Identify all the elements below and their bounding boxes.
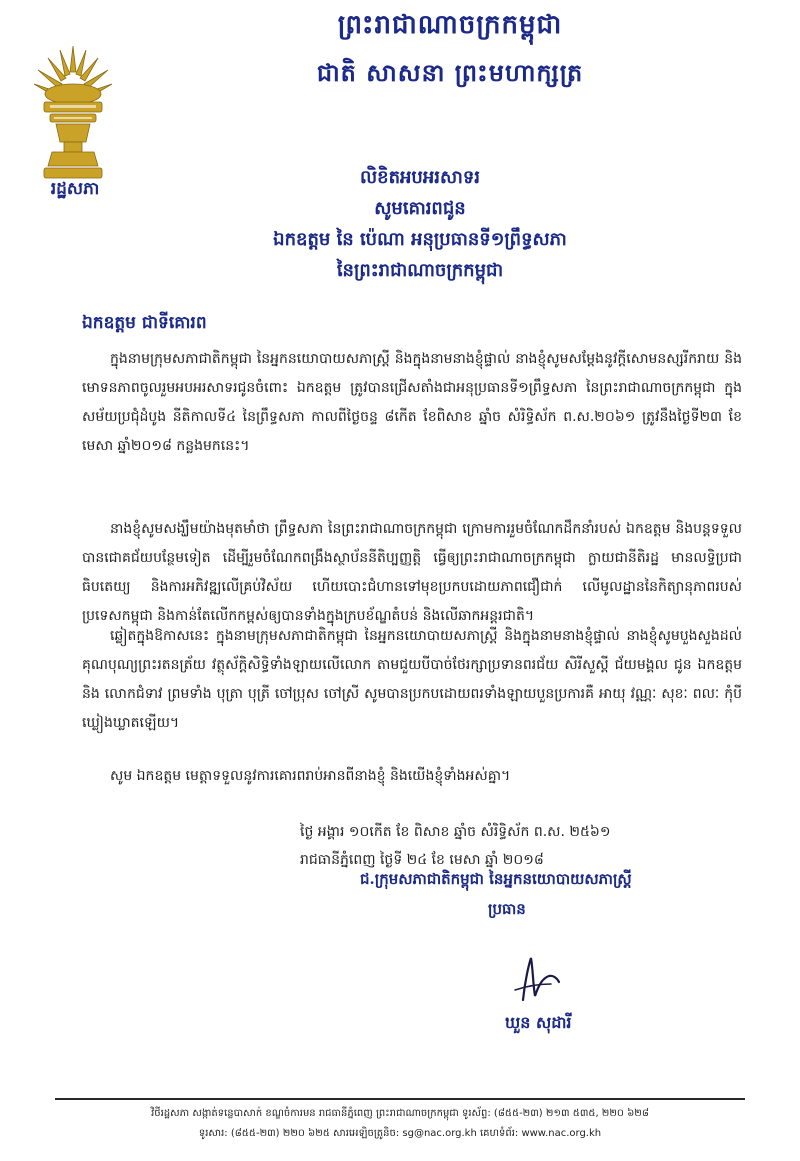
paragraph-hope: នាងខ្ញុំសូមសង្ឃឹមយ៉ាងមុតមាំថា ព្រឹទ្ធសភា នៃព្រះរាជាណាចក្រកម្ពុជា ក្រោមការរួមចំណែកដឹកនាំរបស់ ឯកឧត្តម និងបន្តទទួលបានជោគជ័យបន្ថែមទៀត ដើម្បីរួមចំណែកពង្រឹងស្ថាប័ននីតិប្បញ្ញត្តិ ធ្វើឲ្យព្រះរាជាណាចក្រកម្ពុជា ក្លាយជានីតិរដ្ឋ មានលទ្ធិប្រជាធិបតេយ្យ និងការអភិវឌ្ឍលើគ្រប់វិស័យ ហើយបោះជំហានទៅមុខប្រកបដោយភាពជឿជាក់ លើមូលដ្ឋាននៃកិត្យានុភាពរបស់ប្រទេសកម្ពុជា និងកាន់តែលើកកម្ពស់ឲ្យបានទាំងក្នុងក្របខ័ណ្ឌតំបន់ និងលើឆាកអន្តរជាតិ។: [82, 521, 742, 624]
organization-name: ជ.ក្រុមសភាជាតិកម្ពុជា នៃអ្នកនយោបាយសភាស្ត្រី: [360, 870, 632, 888]
footer-divider: [55, 1098, 745, 1100]
letter-title: លិខិតអបអរសាទរ: [360, 167, 480, 188]
handwritten-signature: [505, 950, 565, 1010]
paragraph-closing: សូម ឯកឧត្តម មេត្តាទទួលនូវការគោរពរាប់អានពីនាងខ្ញុំ និងយើងខ្ញុំទាំងអស់គ្នា។: [110, 768, 511, 784]
letter-title-block: [180, 162, 660, 286]
lunar-date: ថ្ងៃ អង្គារ ១០កើត ខែ ពិសាខ ឆ្នាំច សំរិទ្ធិស័ក ព.ស. ២៥៦១: [300, 824, 611, 840]
letter-recipient-intro: សូមគោរពជូន: [374, 198, 466, 219]
senate-emblem-icon: [30, 42, 116, 182]
footer-address: វិថីរដ្ឋសភា សង្កាត់ទន្លេបាសាក់ ខណ្ឌចំការមន រាជធានីភ្នំពេញ ព្រះរាជាណាចក្រកម្ពុជា ទូរស័ព្ទ: (៨៥៥-២៣) ២១៣ ៥៣៥, ២២០ ៦២៨: [151, 1108, 649, 1119]
paragraph-blessing: ឆ្លៀតក្នុងឱកាសនេះ ក្នុងនាមក្រុមសភាជាតិកម្ពុជា នៃអ្នកនយោបាយសភាស្ត្រី និងក្នុងនាមនាងខ្ញុំផ្ទាល់ នាងខ្ញុំសូមបួងសួងដល់គុណបុណ្យព្រះរតនត្រ័យ វត្ថុស័ក្តិសិទ្ធិទាំងឡាយលើលោក តាមជួយបីបាច់ថែរក្សាប្រទានពរជ័យ សិរីសួស្តី ជ័យមង្គល ជូន ឯកឧត្តម និង លោកជំទាវ ព្រមទាំង បុត្រា បុត្រី ចៅប្រុស ចៅស្រី សូមបានប្រកបដោយពរទាំងឡាយបួនប្រការគឺ អាយុ វណ្ណៈ សុខៈ ពលៈ កុំបី ឃ្លៀងឃ្លាតឡើយ។: [82, 628, 742, 731]
kingdom-header: ព្រះរាជាណាចក្រកម្ពុជា: [337, 10, 563, 40]
letter-recipient: ឯកឧត្តម នៃ ប៉េណា អនុប្រធានទី១ព្រឹទ្ធសភា: [273, 229, 567, 250]
salutation: ឯកឧត្តម ជាទីគោរព: [82, 313, 207, 333]
footer-contact: [60, 1104, 740, 1144]
signer-name: ឃួន សុដារី: [505, 1013, 572, 1032]
senate-label: រដ្ឋសភា: [50, 179, 100, 199]
solar-date: រាជធានីភ្នំពេញ ថ្ងៃទី ២៤ ខែ មេសា ឆ្នាំ ២០១៨: [300, 852, 544, 868]
paragraph-congratulation: ក្នុងនាមក្រុមសភាជាតិកម្ពុជា នៃអ្នកនយោបាយសភាស្ត្រី និងក្នុងនាមនាងខ្ញុំផ្ទាល់ នាងខ្ញុំសូមសម្តែងនូវក្តីសោមនស្សរីករាយ និងមោទនភាពចូលរួមអបអរសាទរជូនចំពោះ ឯកឧត្តម ត្រូវបានជ្រើសតាំងជាអនុប្រធានទី១ព្រឹទ្ធសភា នៃព្រះរាជាណាចក្រកម្ពុជា ក្នុងសម័យប្រជុំដំបូង នីតិកាលទី៤ នៃព្រឹទ្ធសភា កាលពីថ្ងៃចន្ទ ៨កើត ខែពិសាខ ឆ្នាំច សំរិទ្ធិស័ក ព.ស.២០៦១ ត្រូវនឹងថ្ងៃទី២៣ ខែមេសា ឆ្នាំ២០១៨ កន្លងមកនេះ។: [82, 351, 742, 454]
national-motto: ជាតិ សាសនា ព្រះមហាក្សត្រ: [316, 58, 584, 87]
signer-role: ប្រធាន: [488, 900, 526, 918]
date-block: [300, 818, 740, 874]
footer-contact-details: ទូរសារ: (៨៥៥-២៣) ២២០ ៦២៥ សារអេឡិចត្រូនិច: sg@nac.org.kh គេហទំព័រ: www.nac.org.kh: [198, 1128, 602, 1139]
letter-recipient-country: នៃព្រះរាជាណាចក្រកម្ពុជា: [336, 260, 504, 281]
